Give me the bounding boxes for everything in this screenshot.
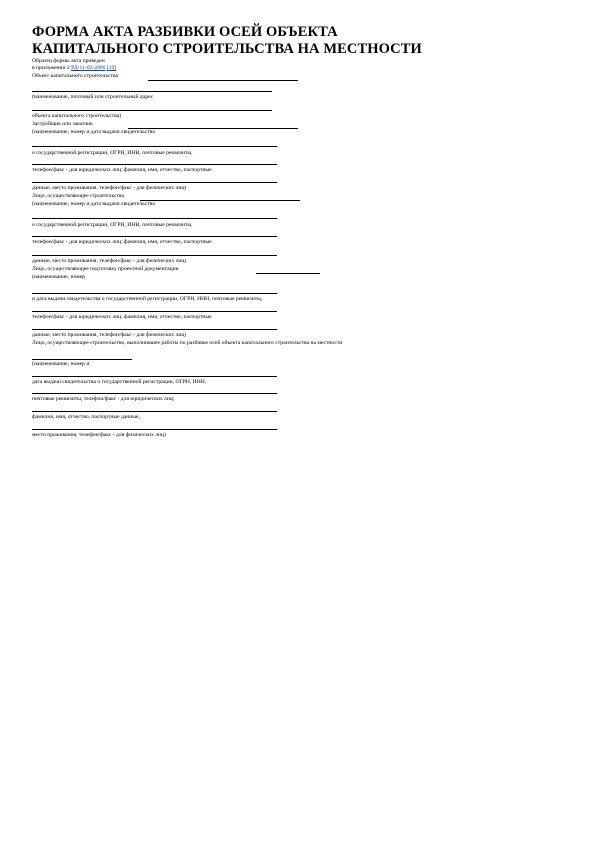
reference-link[interactable]: [10] (106, 65, 117, 71)
appendix-reference (32, 65, 116, 72)
designer-hint-3: телефон/факс - для юридических лиц; фамилия, имя, отчество, паспортные (32, 314, 212, 320)
builder-hint-4: данные, место проживания, телефон/факс - для физических лиц) (32, 258, 187, 264)
builder-fill-line[interactable] (140, 200, 300, 201)
fill-line[interactable] (32, 411, 277, 412)
designer-hint-4: данные, место проживания, телефон/факс - для физических лиц) (32, 332, 187, 338)
object-hint-2: объекта капитального строительства) (32, 113, 122, 119)
rd-document-link[interactable]: РД-11-02-2006 (71, 65, 106, 71)
fill-line[interactable] (32, 218, 277, 219)
fill-line[interactable] (32, 236, 277, 237)
fill-line[interactable] (32, 110, 272, 111)
axes-contractor-hint-4: фамилия, имя, отчество, паспортные данные, (32, 414, 140, 420)
axes-contractor-hint-5: место проживания, телефон/факс - для физических лиц) (32, 432, 166, 438)
designer-fill-line[interactable] (256, 273, 320, 274)
fill-line[interactable] (32, 164, 277, 165)
axes-contractor-hint-3: почтовые реквизиты, телефон/факс - для юридических лиц; (32, 396, 175, 402)
object-label (32, 73, 118, 80)
document-title (32, 24, 572, 58)
fill-line[interactable] (32, 329, 277, 330)
object-label-text: Объект капитального строительства (32, 73, 118, 79)
fill-line[interactable] (32, 311, 277, 312)
object-fill-line[interactable] (148, 80, 298, 81)
fill-line[interactable] (32, 359, 132, 360)
fill-line[interactable] (32, 182, 277, 183)
designer-label: Лицо, осуществляющее подготовку проектной документации (32, 266, 179, 272)
title-line-2: КАПИТАЛЬНОГО СТРОИТЕЛЬСТВА НА МЕСТНОСТИ (32, 41, 422, 57)
fill-line[interactable] (32, 429, 277, 430)
axes-contractor-hint-2: дата выдачи свидетельства о государственной регистрации, ОГРН, ИНН, (32, 379, 207, 385)
fill-line[interactable] (32, 393, 277, 394)
fill-line[interactable] (32, 376, 277, 377)
developer-hint-2: о государственной регистрации, ОГРН, ИНН, почтовые реквизиты, (32, 150, 193, 156)
fill-line[interactable] (32, 293, 277, 294)
object-hint: (наименование, почтовый или строительный адрес (32, 94, 154, 100)
sample-note: Образец формы акта приведен (32, 58, 105, 64)
designer-hint: (наименование, номер (32, 274, 85, 280)
appendix-prefix: в приложении 2 (32, 65, 72, 71)
builder-hint-3: телефон/факс - для юридических лиц; фамилия, имя, отчество, паспортные (32, 239, 212, 245)
designer-hint-2: и дата выдачи свидетельства о государственной регистрации, ОГРН, ИНН, почтовые реквизиты, (32, 296, 263, 302)
developer-label: Застройщик или заказчик (32, 121, 93, 127)
builder-label: Лицо, осуществляющее строительство (32, 193, 125, 199)
fill-line[interactable] (32, 255, 277, 256)
developer-hint-4: данные, место проживания, телефон/факс - для физических лиц) (32, 185, 187, 191)
developer-hint: (наименование, номер и дата выдачи свидетельства (32, 129, 155, 135)
fill-line[interactable] (32, 146, 277, 147)
axes-contractor-hint: (наименование, номер и (32, 361, 90, 367)
axes-contractor-label: Лицо, осуществляющее строительство, выполнившее работы по разбивке осей объекта капитального строительства на местности (32, 340, 343, 346)
title-line-1: ФОРМА АКТА РАЗБИВКИ ОСЕЙ ОБЪЕКТА (32, 24, 338, 40)
builder-hint: (наименование, номер и дата выдачи свидетельства (32, 201, 155, 207)
developer-hint-3: телефон/факс - для юридических лиц; фамилия, имя, отчество, паспортные (32, 167, 212, 173)
builder-hint-2: о государственной регистрации, ОГРН, ИНН, почтовые реквизиты, (32, 222, 193, 228)
fill-line[interactable] (32, 91, 272, 92)
